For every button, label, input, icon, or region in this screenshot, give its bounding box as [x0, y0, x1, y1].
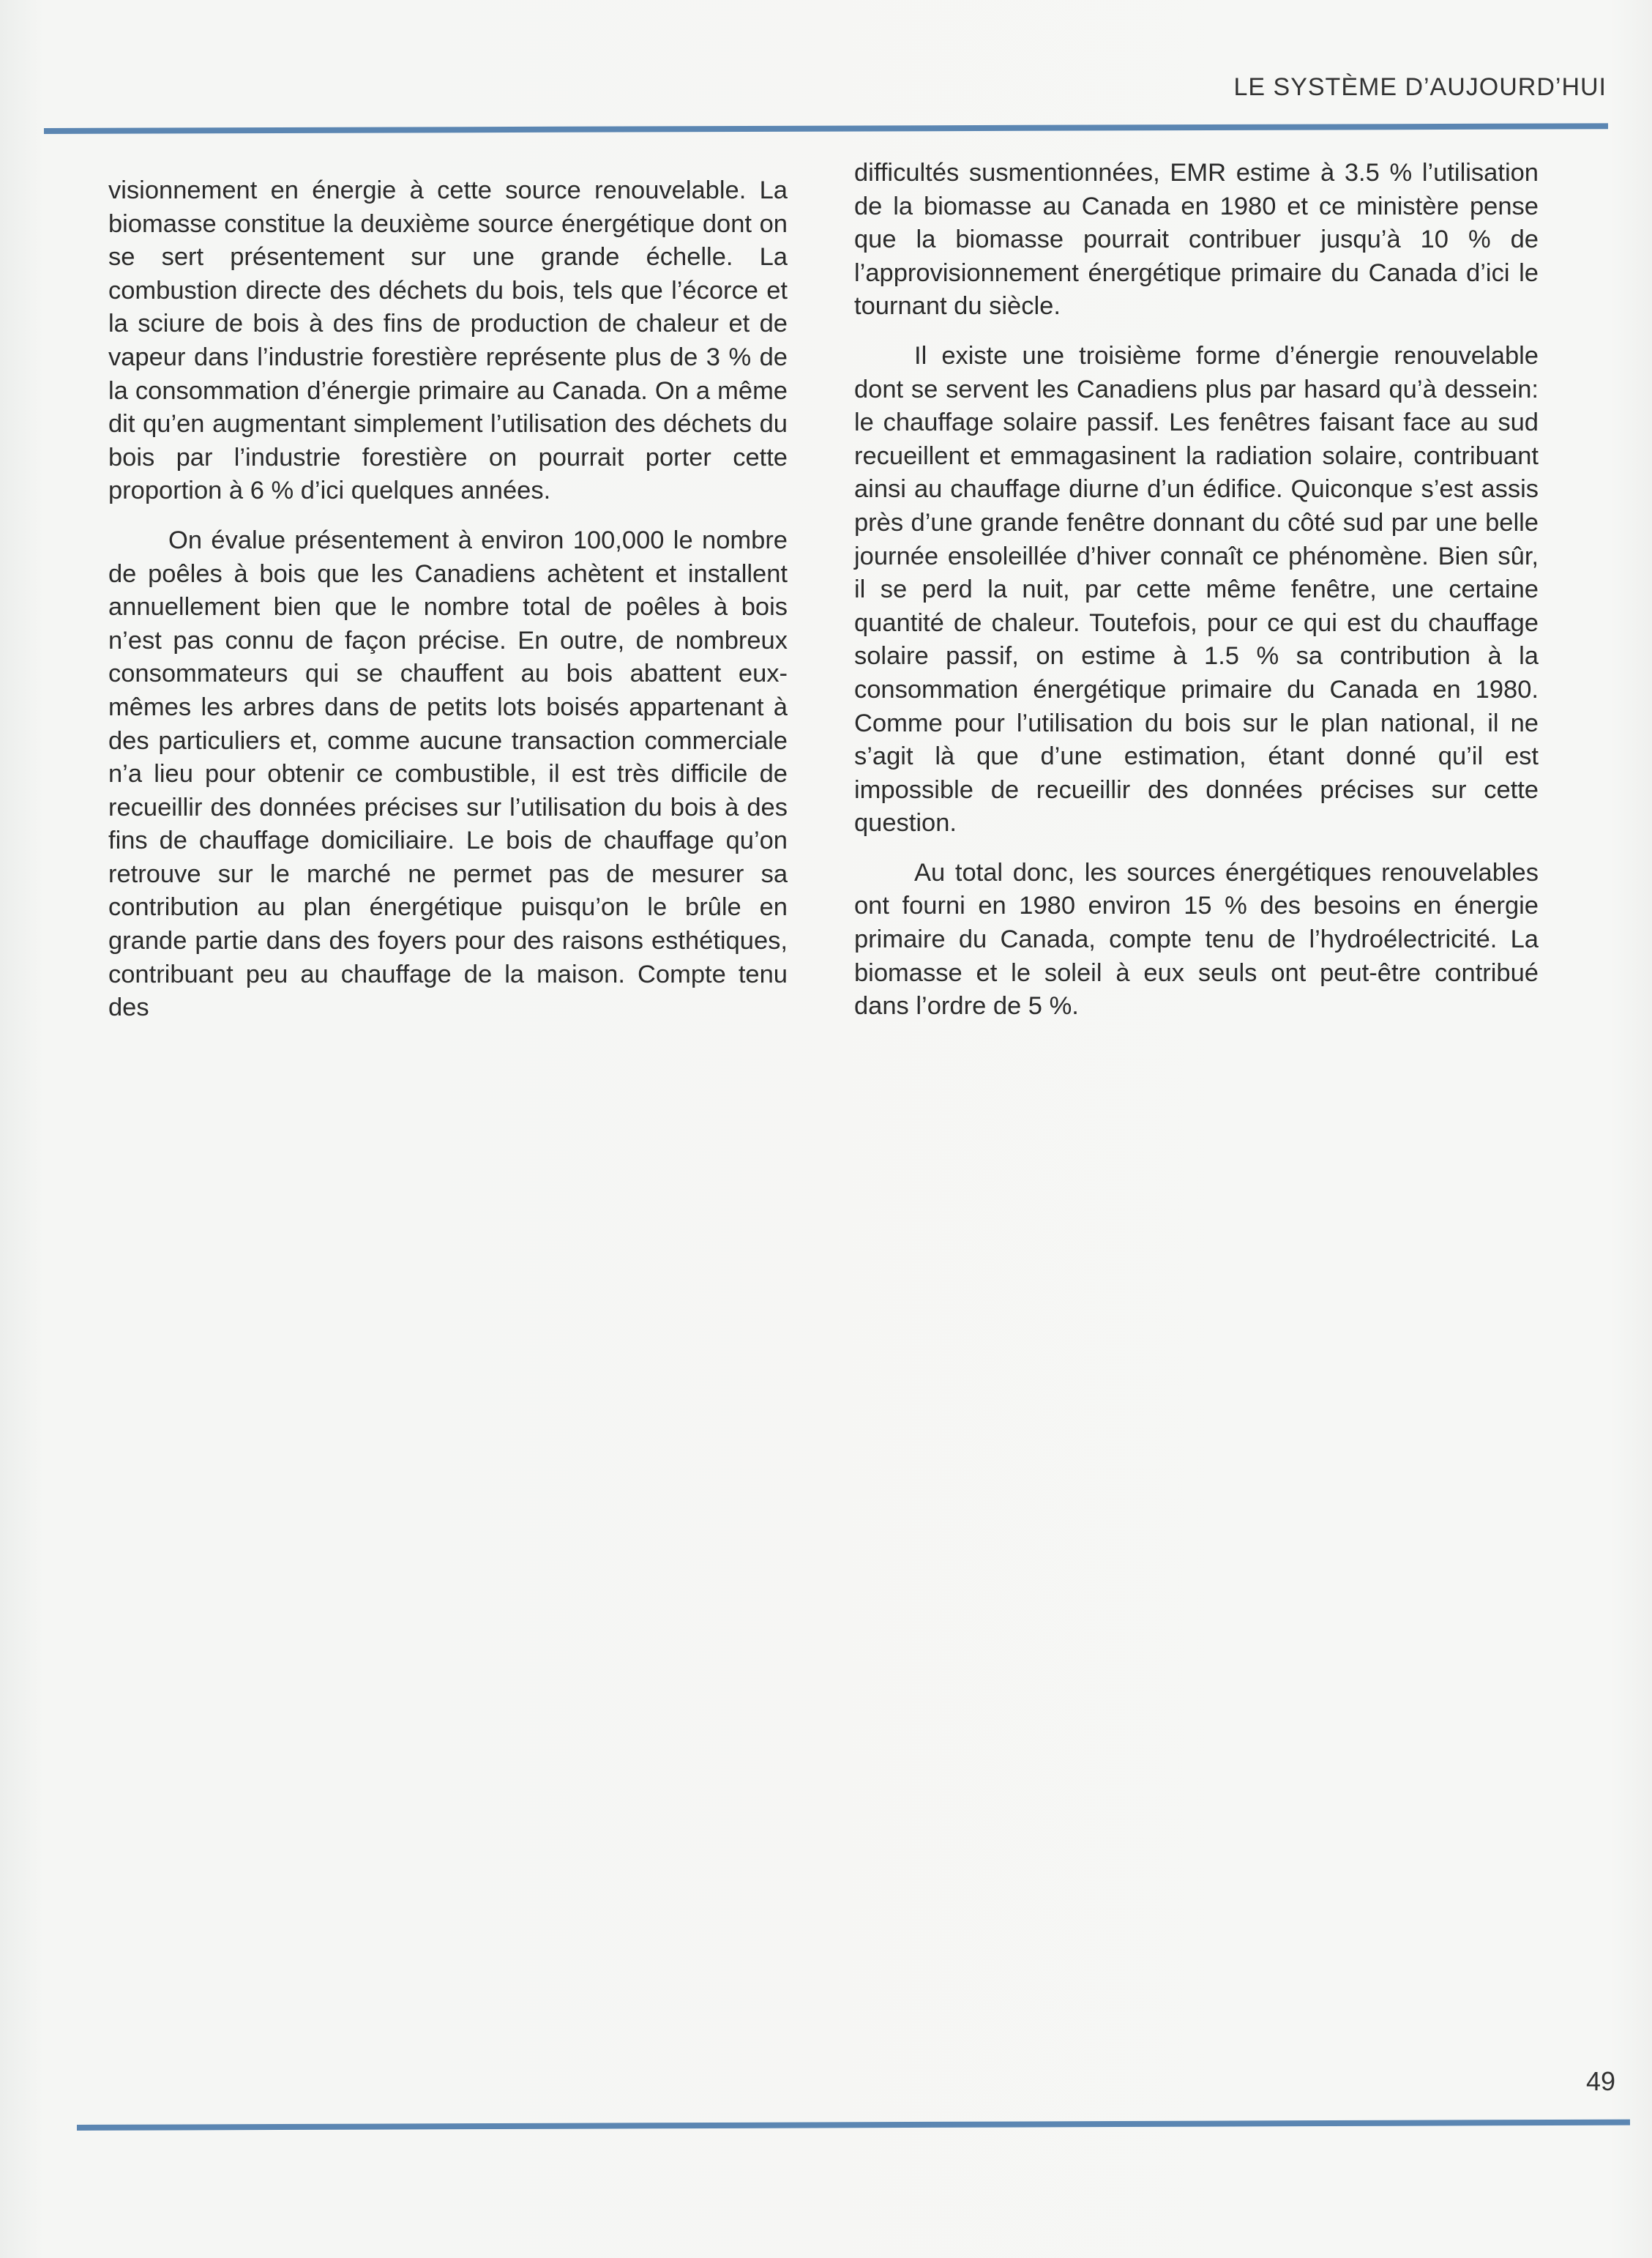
page-number: 49 — [1585, 2066, 1615, 2096]
footer-rule — [77, 2120, 1630, 2131]
right-paragraph-2: Il existe une troisième forme d’énergie renouvelable dont se servent les Canadiens plus par hasard qu’à dessein: le chauffage solaire passif. Les fenêtres faisant face au sud recueillent et emmagasinent la radiation solaire, contribuant ainsi au chauffage diurne d’un édifice. Quiconque s’est assis près d’une grande fenêtre donnant du côté sud par une belle journée ensoleillée d’hiver connaît ce phénomène. Bien sûr, il se perd la nuit, par cette même fenêtre, une certaine quantité de chaleur. Toutefois, pour ce qui est du chauffage solaire passif, on estime à 1.5 % sa contribution à la consommation énergétique primaire du Canada en 1980. Comme pour l’utilisation du bois sur le plan national, il ne s’agit là que d’une estimation, étant donné qu’il est impossible de recueillir des données précises sur cette question. — [854, 341, 1539, 838]
left-paragraph-2: On évalue présentement à environ 100,000 le nombre de poêles à bois que les Canadiens achètent et installent annuellement bien que le nombre total de poêles à bois n’est pas connu de façon précise. En outre, de nombreux consommateurs qui se chauffent au bois abattent eux-mêmes les arbres dans de petits lots boisés appartenant à des particuliers et, comme aucune transaction commerciale n’a lieu pour obtenir ce combustible, il est très difficile de recueillir des données précises sur l’utilisation du bois à des fins de chauffage domiciliaire. Le bois de chauffage qu’on retrouve sur le marché ne permet pas de mesurer sa contribution au plan énergétique puisqu’on le brûle en grande partie dans des foyers pour des raisons esthétiques, contribuant peu au chauffage de la maison. Compte tenu des — [108, 526, 788, 1022]
left-paragraph-1: visionnement en énergie à cette source renouvelable. La biomasse constitue la deuxième source énergétique dont on se sert présentement sur une grande échelle. La combustion directe des déchets du bois, tels que l’écorce et la sciure de bois à des fins de production de chaleur et de vapeur dans l’industrie forestière représente plus de 3 % de la consommation d’énergie primaire au Canada. On a même dit qu’en augmentant simplement l’utilisation des déchets du bois par l’industrie forestière on pourrait porter cette proportion à 6 % d’ici quelques années. — [108, 176, 788, 505]
right-paragraph-3: Au total donc, les sources énergétiques renouvelables ont fourni en 1980 environ 15 % des besoins en énergie primaire du Canada, compte tenu de l’hydroélectricité. La biomasse et le soleil à eux seuls ont peut-être contribué dans l’ordre de 5 %. — [854, 858, 1539, 1021]
left-column — [108, 174, 788, 1025]
right-column — [854, 157, 1539, 1024]
right-paragraph-1: difficultés susmentionnées, EMR estime à 3.5 % l’utilisation de la biomasse au Canada en 1980 et ce ministère pense que la biomasse pourrait contribuer jusqu’à 10 % de l’approvisionnement énergétique primaire du Canada d’ici le tournant du siècle. — [854, 159, 1539, 321]
header-rule — [44, 123, 1608, 134]
running-header: LE SYSTÈME D’AUJOURD’HUI — [1233, 73, 1607, 101]
